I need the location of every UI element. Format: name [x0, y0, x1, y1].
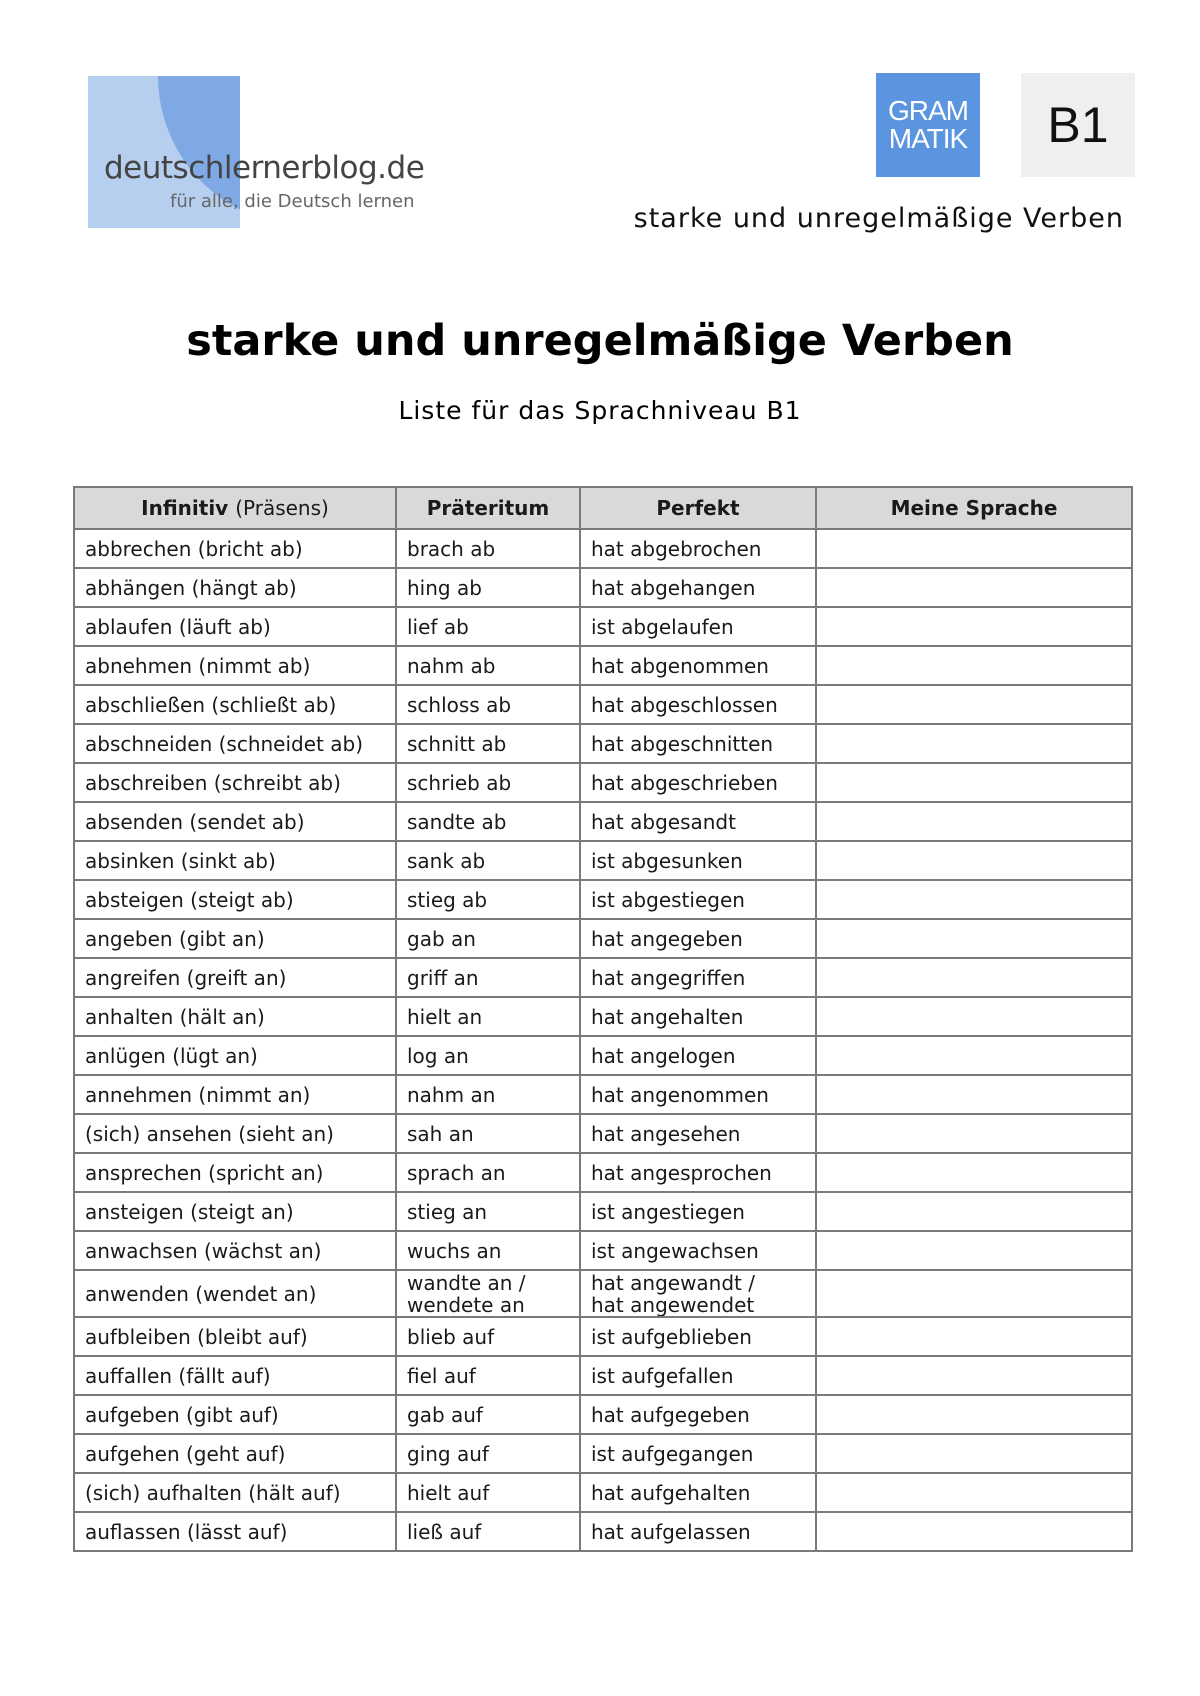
page-title: starke und unregelmäßige Verben [186, 316, 1014, 366]
grammar-badge-line: GRAM [888, 95, 968, 126]
cell-perfekt [580, 1231, 816, 1270]
cell-praeteritum [396, 841, 580, 880]
cell-perfekt [580, 529, 816, 568]
cell-praeteritum [396, 1036, 580, 1075]
cell-perfekt [580, 1270, 816, 1317]
praeteritum-line: wandte an / [407, 1270, 526, 1295]
praeteritum-line: wendete an [407, 1292, 525, 1317]
praeteritum-line: sprach an [407, 1160, 506, 1185]
cell-meine-sprache[interactable] [816, 1317, 1132, 1356]
cell-meine-sprache[interactable] [816, 607, 1132, 646]
cell-meine-sprache[interactable] [816, 724, 1132, 763]
praeteritum-line: blieb auf [407, 1324, 495, 1349]
cell-meine-sprache[interactable] [816, 997, 1132, 1036]
cell-perfekt [580, 1395, 816, 1434]
cell-infinitiv: angeben (gibt an) [74, 919, 396, 958]
cell-praeteritum [396, 685, 580, 724]
table-row [74, 1356, 1132, 1395]
perfekt-line: hat abgeschrieben [591, 770, 778, 795]
cell-praeteritum [396, 880, 580, 919]
praeteritum-line: sank ab [407, 848, 486, 873]
praeteritum-line: hing ab [407, 575, 482, 600]
cell-infinitiv: abschreiben (schreibt ab) [74, 763, 396, 802]
cell-praeteritum [396, 529, 580, 568]
cell-perfekt [580, 802, 816, 841]
praeteritum-line: schrieb ab [407, 770, 512, 795]
cell-infinitiv: anwenden (wendet an) [74, 1270, 396, 1317]
cell-meine-sprache[interactable] [816, 958, 1132, 997]
perfekt-line: hat angesprochen [591, 1160, 772, 1185]
table-row [74, 763, 1132, 802]
table-row [74, 919, 1132, 958]
cell-praeteritum [396, 1192, 580, 1231]
praeteritum-line: sandte ab [407, 809, 507, 834]
cell-infinitiv: abbrechen (bricht ab) [74, 529, 396, 568]
cell-perfekt [580, 880, 816, 919]
cell-meine-sprache[interactable] [816, 1231, 1132, 1270]
table-row [74, 880, 1132, 919]
perfekt-line: ist abgelaufen [591, 614, 734, 639]
cell-meine-sprache[interactable] [816, 1075, 1132, 1114]
praeteritum-line: schnitt ab [407, 731, 507, 756]
cell-meine-sprache[interactable] [816, 1356, 1132, 1395]
cell-infinitiv: aufgehen (geht auf) [74, 1434, 396, 1473]
cell-praeteritum [396, 1434, 580, 1473]
cell-infinitiv: ansprechen (spricht an) [74, 1153, 396, 1192]
cell-perfekt [580, 1434, 816, 1473]
table-row [74, 1317, 1132, 1356]
praeteritum-line: ließ auf [407, 1519, 482, 1544]
perfekt-line: ist aufgefallen [591, 1363, 734, 1388]
column-header-label: Infinitiv [141, 496, 229, 520]
perfekt-line: ist angewachsen [591, 1238, 759, 1263]
perfekt-line: hat angelogen [591, 1043, 736, 1068]
cell-praeteritum [396, 1395, 580, 1434]
praeteritum-line: schloss ab [407, 692, 512, 717]
cell-perfekt [580, 1317, 816, 1356]
cell-infinitiv: abschließen (schließt ab) [74, 685, 396, 724]
praeteritum-line: wuchs an [407, 1238, 502, 1263]
cell-infinitiv: abnehmen (nimmt ab) [74, 646, 396, 685]
table-row [74, 1036, 1132, 1075]
cell-infinitiv: (sich) aufhalten (hält auf) [74, 1473, 396, 1512]
table-row [74, 1395, 1132, 1434]
level-badge: B1 [1021, 73, 1135, 177]
perfekt-line: hat angegriffen [591, 965, 746, 990]
column-header-praeteritum: Präteritum [396, 487, 580, 529]
perfekt-line: hat angehalten [591, 1004, 744, 1029]
column-header-infinitiv [74, 487, 396, 529]
table-row [74, 841, 1132, 880]
cell-meine-sprache[interactable] [816, 1192, 1132, 1231]
cell-infinitiv: (sich) ansehen (sieht an) [74, 1114, 396, 1153]
cell-praeteritum [396, 958, 580, 997]
cell-perfekt [580, 1036, 816, 1075]
cell-infinitiv: absinken (sinkt ab) [74, 841, 396, 880]
perfekt-line: hat angegeben [591, 926, 743, 951]
praeteritum-line: log an [407, 1043, 469, 1068]
cell-perfekt [580, 1114, 816, 1153]
cell-praeteritum [396, 724, 580, 763]
praeteritum-line: fiel auf [407, 1363, 476, 1388]
perfekt-line: hat angesehen [591, 1121, 741, 1146]
verb-table-body [74, 529, 1132, 1551]
cell-perfekt [580, 1473, 816, 1512]
cell-praeteritum [396, 1512, 580, 1551]
perfekt-line: hat angewandt / [591, 1270, 755, 1295]
grammar-badge-line: MATIK [888, 123, 968, 154]
table-row [74, 1192, 1132, 1231]
cell-infinitiv: abschneiden (schneidet ab) [74, 724, 396, 763]
table-row [74, 529, 1132, 568]
cell-perfekt [580, 1512, 816, 1551]
perfekt-line: ist aufgegangen [591, 1441, 754, 1466]
perfekt-line: hat aufgelassen [591, 1519, 751, 1544]
table-row [74, 802, 1132, 841]
table-row [74, 724, 1132, 763]
cell-infinitiv: auflassen (lässt auf) [74, 1512, 396, 1551]
cell-meine-sprache[interactable] [816, 1395, 1132, 1434]
cell-meine-sprache[interactable] [816, 1153, 1132, 1192]
cell-meine-sprache[interactable] [816, 1270, 1132, 1317]
header-subtitle: starke und unregelmäßige Verben [633, 203, 1124, 234]
cell-meine-sprache[interactable] [816, 1036, 1132, 1075]
cell-meine-sprache[interactable] [816, 646, 1132, 685]
cell-perfekt [580, 841, 816, 880]
cell-meine-sprache[interactable] [816, 1512, 1132, 1551]
cell-infinitiv: anlügen (lügt an) [74, 1036, 396, 1075]
cell-perfekt [580, 1075, 816, 1114]
praeteritum-line: gab auf [407, 1402, 483, 1427]
page-subtitle: Liste für das Sprachniveau B1 [398, 396, 802, 425]
cell-meine-sprache[interactable] [816, 1114, 1132, 1153]
perfekt-line: hat abgehangen [591, 575, 756, 600]
cell-perfekt [580, 1356, 816, 1395]
cell-meine-sprache[interactable] [816, 529, 1132, 568]
cell-praeteritum [396, 802, 580, 841]
perfekt-line: ist angestiegen [591, 1199, 745, 1224]
table-row [74, 1473, 1132, 1512]
cell-praeteritum [396, 919, 580, 958]
praeteritum-line: gab an [407, 926, 476, 951]
praeteritum-line: ging auf [407, 1441, 489, 1466]
cell-infinitiv: annehmen (nimmt an) [74, 1075, 396, 1114]
praeteritum-line: nahm an [407, 1082, 496, 1107]
table-row [74, 568, 1132, 607]
column-header-meine-sprache: Meine Sprache [816, 487, 1132, 529]
cell-infinitiv: absenden (sendet ab) [74, 802, 396, 841]
table-row [74, 1512, 1132, 1551]
table-row [74, 1114, 1132, 1153]
column-header-note: (Präsens) [235, 496, 329, 520]
praeteritum-line: lief ab [407, 614, 469, 639]
cell-perfekt [580, 763, 816, 802]
cell-praeteritum [396, 1075, 580, 1114]
table-row [74, 607, 1132, 646]
perfekt-line: ist abgesunken [591, 848, 743, 873]
logo-text: deutschlernerblog.de [104, 150, 425, 186]
verb-table [73, 486, 1133, 1552]
cell-praeteritum [396, 1473, 580, 1512]
perfekt-line: hat abgebrochen [591, 536, 762, 561]
cell-infinitiv: auffallen (fällt auf) [74, 1356, 396, 1395]
cell-perfekt [580, 1192, 816, 1231]
cell-praeteritum [396, 997, 580, 1036]
table-row [74, 1075, 1132, 1114]
praeteritum-line: stieg an [407, 1199, 488, 1224]
cell-perfekt [580, 568, 816, 607]
perfekt-line: ist abgestiegen [591, 887, 745, 912]
praeteritum-line: stieg ab [407, 887, 488, 912]
cell-praeteritum [396, 1270, 580, 1317]
perfekt-line: hat abgeschlossen [591, 692, 778, 717]
praeteritum-line: hielt an [407, 1004, 483, 1029]
cell-infinitiv: anhalten (hält an) [74, 997, 396, 1036]
praeteritum-line: sah an [407, 1121, 474, 1146]
table-row [74, 958, 1132, 997]
perfekt-line: hat abgeschnitten [591, 731, 774, 756]
cell-praeteritum [396, 646, 580, 685]
praeteritum-line: brach ab [407, 536, 496, 561]
logo-tagline: für alle, die Deutsch lernen [170, 191, 415, 212]
cell-praeteritum [396, 763, 580, 802]
praeteritum-line: hielt auf [407, 1480, 490, 1505]
grammar-category-badge [876, 73, 980, 177]
cell-infinitiv: aufgeben (gibt auf) [74, 1395, 396, 1434]
perfekt-line: hat abgenommen [591, 653, 769, 678]
table-row [74, 1270, 1132, 1317]
cell-praeteritum [396, 1356, 580, 1395]
cell-perfekt [580, 724, 816, 763]
cell-perfekt [580, 958, 816, 997]
cell-infinitiv: angreifen (greift an) [74, 958, 396, 997]
praeteritum-line: griff an [407, 965, 479, 990]
cell-perfekt [580, 1153, 816, 1192]
column-header-perfekt: Perfekt [580, 487, 816, 529]
cell-perfekt [580, 607, 816, 646]
table-row [74, 997, 1132, 1036]
cell-meine-sprache[interactable] [816, 1434, 1132, 1473]
perfekt-line: ist aufgeblieben [591, 1324, 752, 1349]
cell-praeteritum [396, 1231, 580, 1270]
cell-meine-sprache[interactable] [816, 919, 1132, 958]
cell-meine-sprache[interactable] [816, 763, 1132, 802]
cell-infinitiv: abhängen (hängt ab) [74, 568, 396, 607]
cell-praeteritum [396, 607, 580, 646]
table-row [74, 1153, 1132, 1192]
cell-perfekt [580, 919, 816, 958]
cell-meine-sprache[interactable] [816, 841, 1132, 880]
cell-infinitiv: ablaufen (läuft ab) [74, 607, 396, 646]
cell-perfekt [580, 646, 816, 685]
cell-perfekt [580, 685, 816, 724]
cell-praeteritum [396, 568, 580, 607]
cell-praeteritum [396, 1114, 580, 1153]
perfekt-line: hat abgesandt [591, 809, 736, 834]
cell-infinitiv: ansteigen (steigt an) [74, 1192, 396, 1231]
perfekt-line: hat angewendet [591, 1292, 755, 1317]
cell-praeteritum [396, 1153, 580, 1192]
perfekt-line: hat angenommen [591, 1082, 769, 1107]
praeteritum-line: nahm ab [407, 653, 496, 678]
cell-meine-sprache[interactable] [816, 568, 1132, 607]
cell-perfekt [580, 997, 816, 1036]
cell-meine-sprache[interactable] [816, 1473, 1132, 1512]
cell-meine-sprache[interactable] [816, 880, 1132, 919]
table-row [74, 1434, 1132, 1473]
table-row [74, 646, 1132, 685]
cell-praeteritum [396, 1317, 580, 1356]
table-header-row [74, 487, 1132, 529]
cell-infinitiv: anwachsen (wächst an) [74, 1231, 396, 1270]
cell-infinitiv: aufbleiben (bleibt auf) [74, 1317, 396, 1356]
perfekt-line: hat aufgegeben [591, 1402, 750, 1427]
cell-infinitiv: absteigen (steigt ab) [74, 880, 396, 919]
table-row [74, 685, 1132, 724]
cell-meine-sprache[interactable] [816, 802, 1132, 841]
cell-meine-sprache[interactable] [816, 685, 1132, 724]
perfekt-line: hat aufgehalten [591, 1480, 751, 1505]
table-row [74, 1231, 1132, 1270]
